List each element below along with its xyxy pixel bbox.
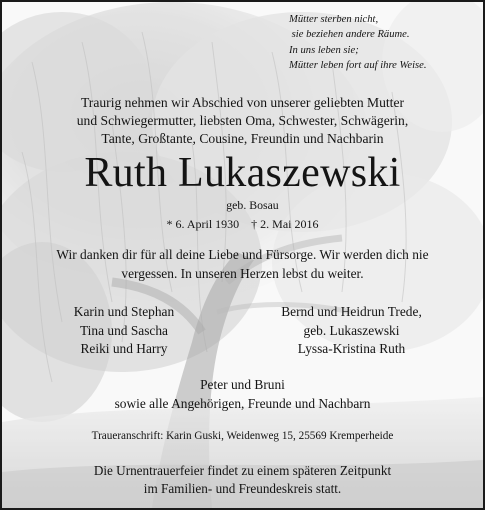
mourner-line: Bernd und Heidrun Trede, xyxy=(281,304,422,319)
thanks-line: Wir danken dir für all deine Liebe und Fürsorge. Wir werden dich nie xyxy=(56,247,429,262)
intro-line: und Schwiegermutter, liebsten Oma, Schwester, Schwägerin, xyxy=(76,113,409,129)
death-date: † 2. Mai 2016 xyxy=(251,217,319,231)
thanks-text xyxy=(22,246,463,283)
poem-line: sie beziehen andere Räume. xyxy=(289,29,410,41)
poem-line: Mütter leben fort auf ihre Weise. xyxy=(289,60,427,72)
mourning-address: Traueranschrift: Karin Guski, Weidenweg 15, 25569 Kremperheide xyxy=(91,430,394,442)
poem xyxy=(289,12,479,74)
other-mourners xyxy=(22,376,463,413)
intro-text xyxy=(22,94,463,149)
ceremony-note xyxy=(22,462,463,498)
intro-line: Tante, Großtante, Cousine, Freundin und Nachbarin xyxy=(101,131,384,147)
birth-date: * 6. April 1930 xyxy=(166,217,240,231)
mourner-line: Reiki und Harry xyxy=(80,341,168,357)
mourner-line: Karin und Stephan xyxy=(73,304,175,319)
poem-line: Mütter sterben nicht, xyxy=(289,14,379,25)
maiden-name: geb. Bosau xyxy=(226,198,279,212)
ceremony-line: Die Urnentrauerfeier findet zu einem späteren Zeitpunkt xyxy=(93,463,392,478)
mourner-line: Peter und Bruni xyxy=(200,377,285,392)
thanks-line: vergessen. In unseren Herzen lebst du weiter. xyxy=(121,265,364,281)
mourner-line: geb. Lukaszewski xyxy=(303,322,400,338)
intro-line: Traurig nehmen wir Abschied von unserer geliebten Mutter xyxy=(80,95,405,110)
mourner-line: Tina und Sascha xyxy=(79,322,169,338)
mourners-left xyxy=(24,303,224,359)
mourner-line: sowie alle Angehörigen, Freunde und Nachbarn xyxy=(114,395,371,411)
poem-line: In uns leben sie; xyxy=(289,44,359,56)
life-dates xyxy=(22,216,463,232)
mourner-line: Lyssa-Kristina Ruth xyxy=(297,341,406,357)
deceased-name: Ruth Lukaszewski xyxy=(84,150,401,196)
mourners-right xyxy=(244,303,459,359)
ceremony-line: im Familien- und Freundeskreis statt. xyxy=(143,480,342,496)
